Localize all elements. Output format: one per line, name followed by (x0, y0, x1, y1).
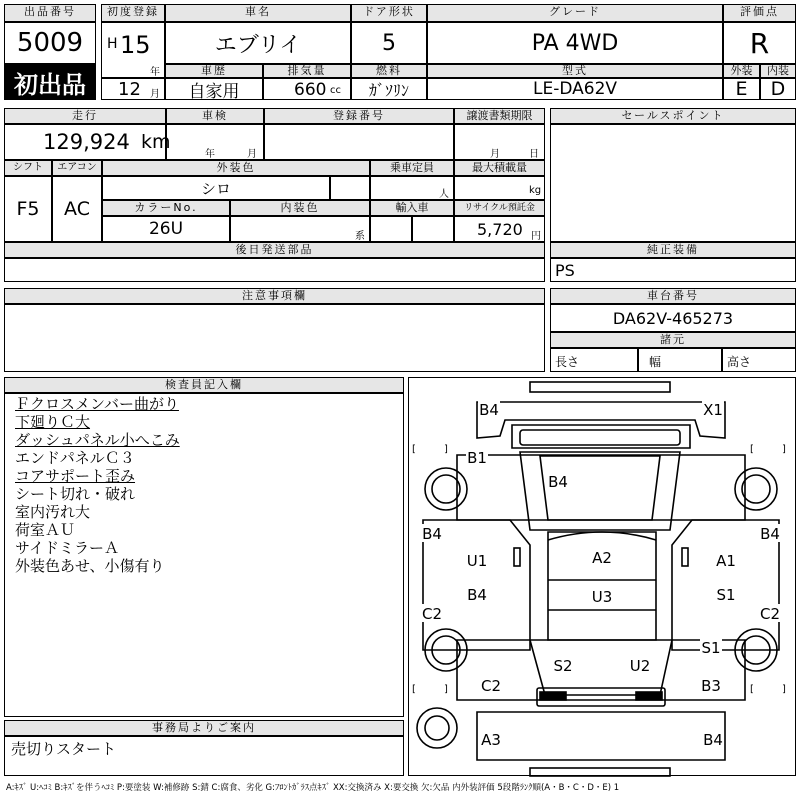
shift: F5 (4, 176, 52, 242)
note-line: コアサポート歪み (15, 467, 136, 485)
history-label: 車歴 (165, 64, 263, 78)
note-line: ダッシュパネル小へこみ (15, 431, 180, 449)
front-bumper-outline (530, 382, 670, 392)
exterior-color-label: 外装色 (102, 160, 370, 176)
front-fenders (457, 455, 745, 520)
note-line: 荷室ＡＵ (15, 521, 76, 539)
right-bracket-rear-close: ] (782, 684, 786, 695)
left-bracket: [ (412, 444, 416, 455)
car-history: 自家用 (165, 78, 263, 100)
damage-mark: B4 (479, 401, 499, 419)
mileage: 129,924 km (4, 124, 166, 160)
transfer-deadline-label: 譲渡書類期限 (454, 108, 545, 124)
left-front-handle (514, 548, 520, 566)
right-bracket-rear: [ (750, 684, 754, 695)
door-type-label: ドア形状 (351, 4, 427, 22)
genuine-equipment: PS (550, 258, 796, 282)
exterior-color: シロ (102, 176, 330, 200)
mileage-label: 走行 (4, 108, 166, 124)
overall-score: R (723, 22, 796, 64)
interior-color-label: 内装色 (230, 200, 370, 216)
door-type: 5 (351, 22, 427, 64)
lot-number: 5009 (4, 22, 96, 64)
damage-mark: B4 (422, 525, 442, 543)
note-line: シート切れ・破れ (15, 485, 136, 503)
displacement: 660 cc (263, 78, 351, 100)
right-bracket-close: ] (782, 444, 786, 455)
color-number: 26U (102, 216, 230, 242)
chassis-number: DA62V-465273 (550, 304, 796, 332)
note-line: 下廻りＣ大 (15, 413, 91, 431)
car-name: エブリイ (165, 22, 351, 64)
right-front-handle (682, 548, 688, 566)
length: 長さ (550, 348, 638, 372)
car-name-label: 車名 (165, 4, 351, 22)
damage-mark: C2 (480, 677, 502, 695)
interior-color: 系 (230, 216, 370, 242)
max-load-label: 最大積載量 (454, 160, 545, 176)
damage-mark: S2 (553, 657, 573, 675)
legend: A:ｷｽﾞ U:ﾍｺﾐ B:ｷｽﾞを伴うﾍｺﾐ P:要塗装 W:補修跡 S:錆 C:腐食、劣化 G:ﾌﾛﾝﾄｶﾞﾗｽ点ｷｽﾞ XX:交換済み X:要交換 欠:欠品 内外装評価 5段階ﾗﾝｸ順(A・B・C・D・E) 1 (6, 783, 620, 793)
model-code: LE-DA62V (427, 78, 723, 100)
note-line: 外装色あせ、小傷有り (15, 557, 165, 575)
office-notice: 売切りスタート (4, 736, 404, 776)
note-line: Ｆクロスメンバー曲がり (15, 395, 179, 413)
first-listing-badge: 初出品 (4, 64, 96, 100)
damage-mark: S1 (716, 586, 736, 604)
damage-mark: B4 (760, 525, 780, 543)
spare-wheel (417, 708, 457, 748)
plate-label: 登録番号 (264, 108, 454, 124)
inspector-notes-label: 検査員記入欄 (4, 377, 404, 393)
damage-mark: C2 (759, 605, 781, 623)
damage-mark: B3 (701, 677, 721, 695)
sales-point-label: セールスポイント (550, 108, 796, 124)
left-bracket-rear: [ (412, 684, 416, 695)
office-notice-label: 事務局よりご案内 (4, 720, 404, 736)
damage-mark: B4 (467, 586, 487, 604)
dimensions-label: 諸元 (550, 332, 796, 348)
note-line: サイドミラーＡ (15, 539, 119, 557)
interior-grade: D (760, 78, 796, 100)
left-bracket-close: ] (444, 444, 448, 455)
rear-bumper-outline (477, 712, 725, 760)
damage-mark: A3 (481, 731, 501, 749)
score-label: 評価点 (723, 4, 796, 22)
grade: PA 4WD (427, 22, 723, 64)
damage-mark: X1 (703, 401, 723, 419)
displacement-label: 排気量 (263, 64, 351, 78)
exterior-grade: E (723, 78, 760, 100)
registration-month: 12 月 (101, 78, 165, 100)
first-registration-label: 初度登録 (101, 4, 165, 22)
exterior-label: 外装 (723, 64, 760, 78)
chassis-label: 車台番号 (550, 288, 796, 304)
aircon-label: エアコン (52, 160, 102, 176)
aircon: AC (52, 176, 102, 242)
capacity: 人 (370, 176, 454, 200)
inspection-date: 年 月 (166, 124, 264, 160)
later-parts-label: 後日発送部品 (4, 242, 545, 258)
transfer-deadline: 月 日 (454, 124, 545, 160)
windshield-top (520, 430, 680, 445)
shift-label: シフト (4, 160, 52, 176)
height: 高さ (722, 348, 796, 372)
import-label: 輸入車 (370, 200, 454, 216)
recycle-fee: 5,720 円 (454, 216, 545, 242)
width: 幅 (638, 348, 722, 372)
lot-number-label: 出品番号 (4, 4, 96, 22)
caution-label: 注意事項欄 (4, 288, 545, 304)
damage-mark: B1 (467, 449, 487, 467)
capacity-label: 乗車定員 (370, 160, 454, 176)
damage-mark: A2 (592, 549, 612, 567)
damage-mark: A1 (716, 552, 736, 570)
fuel-label: 燃料 (351, 64, 427, 78)
fuel: ｶﾞｿﾘﾝ (351, 78, 427, 100)
damage-mark: S1 (701, 639, 721, 657)
note-line: エンドパネルＣ３ (15, 449, 135, 467)
hood-front-outline (477, 402, 725, 438)
damage-mark: U3 (591, 588, 613, 606)
damage-mark: C2 (421, 605, 443, 623)
grade-label: グレード (427, 4, 723, 22)
interior-label: 内装 (760, 64, 796, 78)
inspection-label: 車検 (166, 108, 264, 124)
max-load: kg (454, 176, 545, 200)
damage-mark: U2 (629, 657, 651, 675)
genuine-equipment-label: 純正装備 (550, 242, 796, 258)
rear-bumper-bar (530, 768, 670, 776)
first-registration: H 15 年 (101, 22, 165, 78)
model-code-label: 型式 (427, 64, 723, 78)
note-line: 室内汚れ大 (15, 503, 91, 521)
recycle-label: リサイクル預託金 (454, 200, 545, 216)
right-bracket: [ (750, 444, 754, 455)
damage-mark: B4 (703, 731, 723, 749)
damage-mark: U1 (466, 552, 488, 570)
damage-mark: B4 (548, 473, 568, 491)
left-bracket-rear-close: ] (444, 684, 448, 695)
color-no-label: カラーNo. (102, 200, 230, 216)
